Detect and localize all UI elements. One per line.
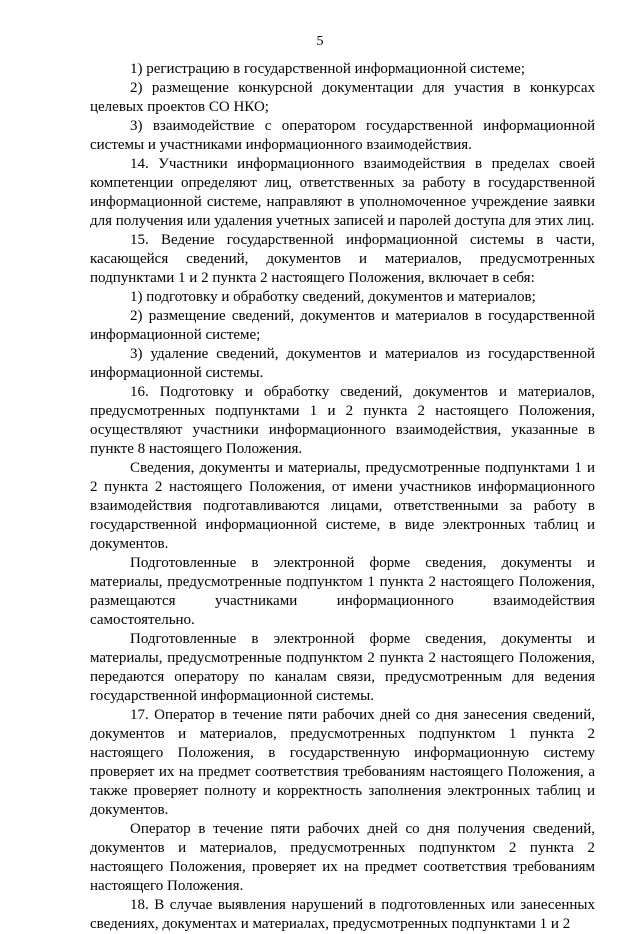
clause-16-paragraph-2: Сведения, документы и материалы, предусмотренные подпунктами 1 и 2 пункта 2 настоящего Положения, от имени участников информационного взаимодействия подготавливаются лицами, ответственными за работу в государственной информационной системе, в виде электронных таблиц и документов. [90,460,595,552]
clause-15: 15. Ведение государственной информационной системы в части, касающейся сведений, документов и материалов, предусмотренных подпунктами 1 и 2 пункта 2 настоящего Положения, включает в себя: [90,232,595,286]
clause-14: 14. Участники информационного взаимодействия в пределах своей компетенции определяют лиц, ответственных за работу в государственной информационной системе, направляют в уполномоченное учреждение заявки для получения или удаления учетных записей и паролей доступа для этих лиц. [90,156,595,229]
clause-17: 17. Оператор в течение пяти рабочих дней со дня занесения сведений, документов и материалов, предусмотренных подпунктом 1 пункта 2 настоящего Положения, в государственную информационную систему проверяет их на предмет соответствия требованиям настоящего Положения, а также проверяет полноту и корректность заполнения электронных таблиц и документов. [90,707,595,818]
list-item-registration: 1) регистрацию в государственной информационной системе; [130,61,525,77]
clause-16-paragraph-4: Подготовленные в электронной форме сведения, документы и материалы, предусмотренные подпунктом 2 пункта 2 настоящего Положения, передаются оператору по каналам связи, предусмотренным для ведения государственной информационной системы. [90,631,595,704]
clause-16: 16. Подготовку и обработку сведений, документов и материалов, предусмотренных подпунктами 1 и 2 пункта 2 настоящего Положения, осуществляют участники информационного взаимодействия, указанные в пункте 8 настоящего Положения. [90,384,595,457]
clause-17-paragraph-2: Оператор в течение пяти рабочих дней со дня получения сведений, документов и материалов, предусмотренных подпунктом 2 пункта 2 настоящего Положения, проверяет их на предмет соответствия требованиям настоящего Положения. [90,821,595,894]
list-item-placement: 2) размещение сведений, документов и материалов в государственной информационной системе; [90,308,595,343]
list-item-removal: 3) удаление сведений, документов и материалов из государственной информационной системы. [90,346,595,381]
document-body [90,60,595,934]
page-number: 5 [316,34,324,49]
clause-18: 18. В случае выявления нарушений в подготовленных или занесенных сведениях, документах и материалах, предусмотренных подпунктами 1 и 2 [90,897,595,932]
list-item-operator-interaction: 3) взаимодействие с оператором государственной информационной системы и участниками информационного взаимодействия. [90,118,595,153]
list-item-preparation: 1) подготовку и обработку сведений, документов и материалов; [130,289,536,305]
clause-16-paragraph-3: Подготовленные в электронной форме сведения, документы и материалы, предусмотренные подпунктом 1 пункта 2 настоящего Положения, размещаются участниками информационного взаимодействия самостоятельно. [90,555,595,628]
list-item-tender-documentation: 2) размещение конкурсной документации для участия в конкурсах целевых проектов СО НКО; [90,80,595,115]
